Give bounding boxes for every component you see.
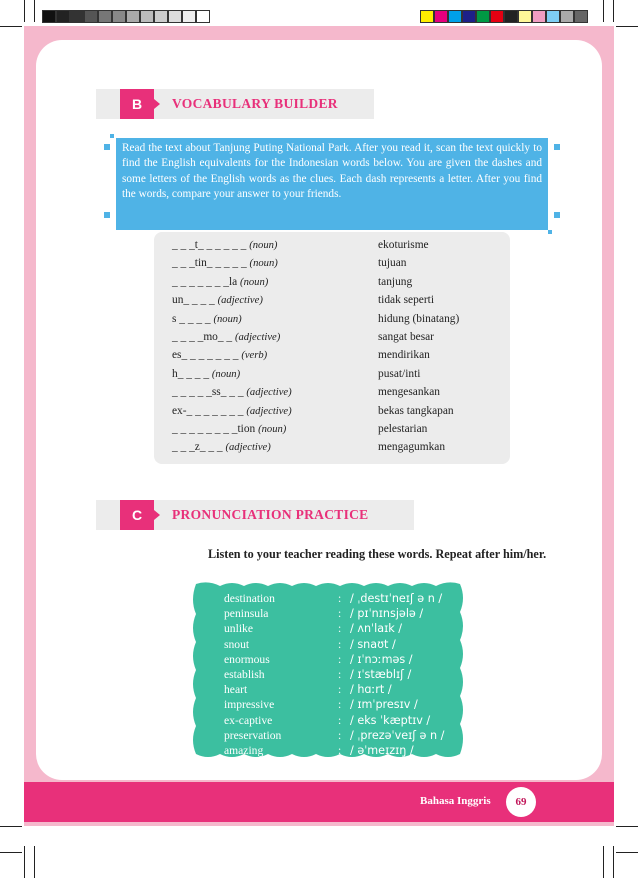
pronunciation-ipa: / ˌdestɪˈneɪʃ ə n /	[350, 592, 443, 605]
pronunciation-ipa: / eks ˈkæptɪv /	[350, 713, 431, 727]
pronunciation-word: impressive	[224, 698, 275, 712]
vocab-part-of-speech: (adjective)	[234, 332, 281, 343]
vocab-meaning: tidak seperti	[378, 294, 434, 307]
vocab-part-of-speech: (adjective)	[225, 442, 271, 454]
pronunciation-word: preservation	[224, 728, 282, 742]
pronunciation-ipa: / ɪˈnɔːməs /	[350, 652, 413, 666]
vocab-part-of-speech: (adjective)	[217, 295, 263, 307]
vocab-clue-letters: un_ _ _ _	[172, 294, 215, 307]
colon-separator: :	[338, 622, 342, 636]
vocab-part-of-speech: (adjective)	[246, 405, 292, 417]
vocab-part-of-speech: (noun)	[249, 258, 278, 270]
vocab-meaning: mendirikan	[378, 349, 430, 362]
vocab-clue-letters: es_ _ _ _ _ _ _	[172, 349, 239, 362]
vocab-meaning: mengagumkan	[378, 441, 446, 454]
section-c-letter: C	[120, 500, 154, 530]
pronunciation-ipa: / snaʊt /	[350, 637, 396, 651]
vocab-part-of-speech: (noun)	[211, 368, 241, 380]
pronunciation-word: snout	[224, 637, 250, 651]
section-b-title: VOCABULARY BUILDER	[172, 96, 338, 111]
pronunciation-ipa: / ɪˈstæblɪʃ /	[350, 668, 412, 681]
vocab-meaning: tujuan	[378, 257, 407, 270]
pronunciation-word: unlike	[224, 622, 253, 636]
colon-separator: :	[338, 652, 342, 666]
section-b-letter: B	[120, 89, 154, 119]
pronunciation-word: amazing	[224, 744, 264, 757]
vocab-meaning: bekas tangkapan	[378, 404, 454, 417]
pronunciation-ipa: / pɪˈnɪnsjələ /	[350, 607, 424, 621]
pronunciation-instructions-text: Listen to your teacher reading these words. Repeat after him/her.	[208, 547, 547, 561]
colon-separator: :	[338, 744, 342, 757]
vocab-part-of-speech: (noun)	[240, 276, 269, 288]
page-number: 69	[506, 787, 536, 817]
colon-separator: :	[338, 637, 342, 651]
vocab-clue-letters: h_ _ _ _	[172, 367, 210, 380]
pronunciation-ipa: / ʌnˈlaɪk /	[350, 622, 403, 636]
colon-separator: :	[338, 668, 342, 681]
vocab-clue-letters: s _ _ _ _	[172, 312, 211, 325]
colon-separator: :	[338, 713, 342, 727]
book-title: Bahasa Inggris	[420, 795, 491, 807]
pronunciation-word: heart	[224, 683, 248, 697]
vocab-meaning: mengesankan	[378, 386, 440, 399]
vocab-part-of-speech: (verb)	[241, 350, 268, 362]
vocab-part-of-speech: (noun)	[213, 313, 242, 325]
pronunciation-ipa: / ˌprezəˈveɪʃ ə n /	[350, 728, 445, 742]
section-c-title: PRONUNCIATION PRACTICE	[172, 507, 369, 522]
colon-separator: :	[338, 728, 342, 742]
pronunciation-word: enormous	[224, 652, 270, 666]
pronunciation-ipa: / ɪmˈpresɪv /	[350, 698, 418, 712]
vocab-meaning: sangat besar	[378, 331, 434, 343]
vocab-clue-letters: _ _ _ _ _ _ _ _tion	[172, 423, 256, 435]
vocab-clue-letters: _ _ _z_ _ _	[172, 441, 223, 454]
pronunciation-ipa: / hɑːrt /	[350, 683, 392, 697]
vocab-clue-letters: _ _ _ _ _ _ _la	[172, 275, 238, 288]
vocab-meaning: pusat/inti	[378, 367, 421, 380]
vocabulary-instructions: Read the text about Tanjung Puting National Park. After you read it, scan the text quickly to find the English equivalents for the Indonesian words below. You are given the dashes and some letters of the English words as the clues. Each dash represents a letter. After you find the words, compare your answer to your friends.	[116, 138, 548, 230]
vocab-clue-letters: _ _ _ _ _ss_ _ _	[172, 386, 244, 399]
vocab-meaning: tanjung	[378, 275, 413, 288]
pronunciation-word: establish	[224, 668, 265, 681]
pronunciation-word: ex-captive	[224, 713, 273, 727]
colon-separator: :	[338, 607, 342, 621]
colon-separator: :	[338, 698, 342, 712]
colon-separator: :	[338, 683, 342, 697]
vocab-clue-letters: _ _ _tin_ _ _ _ _	[172, 257, 247, 270]
vocab-part-of-speech: (noun)	[258, 424, 287, 435]
vocab-part-of-speech: (adjective)	[246, 387, 292, 399]
vocab-clue-letters: _ _ _t_ _ _ _ _ _	[172, 239, 247, 251]
vocab-meaning: hidung (binatang)	[378, 312, 460, 325]
vocab-meaning: ekoturisme	[378, 239, 429, 251]
colon-separator: :	[338, 592, 342, 605]
pronunciation-word: peninsula	[224, 607, 269, 621]
vocab-part-of-speech: (noun)	[249, 240, 278, 251]
vocab-clue-letters: ex-_ _ _ _ _ _ _	[172, 404, 244, 417]
vocab-meaning: pelestarian	[378, 423, 428, 435]
vocab-clue-letters: _ _ _ _mo_ _	[172, 331, 233, 343]
pronunciation-ipa: / əˈmeɪzɪŋ /	[350, 744, 414, 757]
pronunciation-word: destination	[224, 592, 275, 605]
